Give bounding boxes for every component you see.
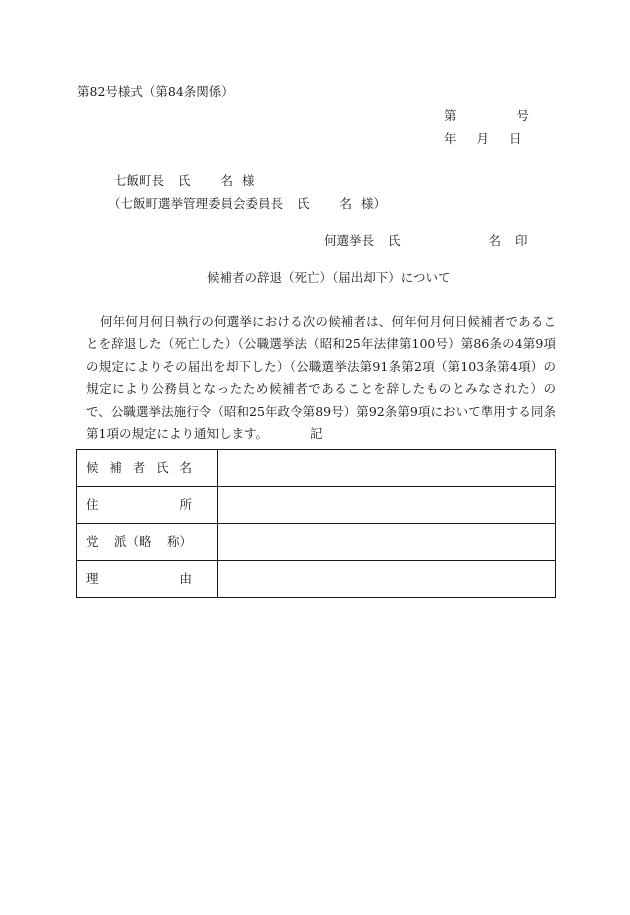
- addressee-alt-shi: 氏: [297, 196, 310, 211]
- sender-shi: 氏: [388, 233, 401, 248]
- sender-title: 何選挙長: [324, 233, 375, 248]
- form-label: 第82号様式（第84条関係）: [77, 84, 234, 99]
- row-label-party: 党 派（略 称）: [77, 524, 218, 561]
- addressee-primary-na: 名: [220, 173, 234, 188]
- sender: [324, 233, 528, 249]
- table-row: [77, 561, 556, 598]
- date-year: 年: [444, 131, 457, 146]
- sender-seal: 印: [515, 233, 528, 248]
- candidate-table: [76, 449, 556, 598]
- date-day: 日: [509, 131, 522, 146]
- row-label-address: 住 所: [77, 487, 218, 524]
- addressee-primary-title: 七飯町長: [114, 173, 165, 188]
- table-row: [77, 487, 556, 524]
- date-month: 月: [476, 131, 490, 146]
- addressee-alternate: [108, 196, 386, 212]
- document-subject: 候補者の辞退（死亡）（届出却下）について: [207, 270, 451, 285]
- row-value-reason[interactable]: [218, 561, 556, 598]
- addressee-alt-honorific: 様）: [361, 196, 387, 211]
- addressee-primary-shi: 氏: [178, 173, 191, 188]
- body-paragraph: 何年何月何日執行の何選挙における次の候補者は、何年何月何日候補者であることを辞退した（死亡した）（公職選挙法（昭和25年法律第100号）第86条の4第9項の規定によりその届出を却下した）（公職選挙法第91条第2項（第103条第4項）の規定により公務員となったため候補者であることを辞したものとみなされた）ので、公職選挙法施行令（昭和25年政令第89号）第92条第9項において準用する同条第1項の規定により通知します。: [86, 314, 556, 442]
- row-value-address[interactable]: [218, 487, 556, 524]
- row-label-reason: 理 由: [77, 561, 218, 598]
- addressee-primary-honorific: 様: [242, 173, 255, 188]
- sender-na: 名: [488, 233, 502, 248]
- document-date: [444, 131, 522, 147]
- document-number: [444, 108, 529, 124]
- row-value-party[interactable]: [218, 524, 556, 561]
- table-row: [77, 450, 556, 487]
- table-row: [77, 524, 556, 561]
- addressee-primary: [114, 173, 255, 189]
- addressee-alt-na: 名: [339, 196, 353, 211]
- addressee-alt-title: （七飯町選挙管理委員会委員長: [108, 196, 284, 211]
- row-value-candidate-name[interactable]: [218, 450, 556, 487]
- document-number-suffix: 号: [516, 108, 530, 123]
- row-label-candidate-name: 候 補 者 氏 名: [77, 450, 218, 487]
- ki-heading: 記: [310, 426, 323, 441]
- document-number-prefix: 第: [444, 108, 457, 123]
